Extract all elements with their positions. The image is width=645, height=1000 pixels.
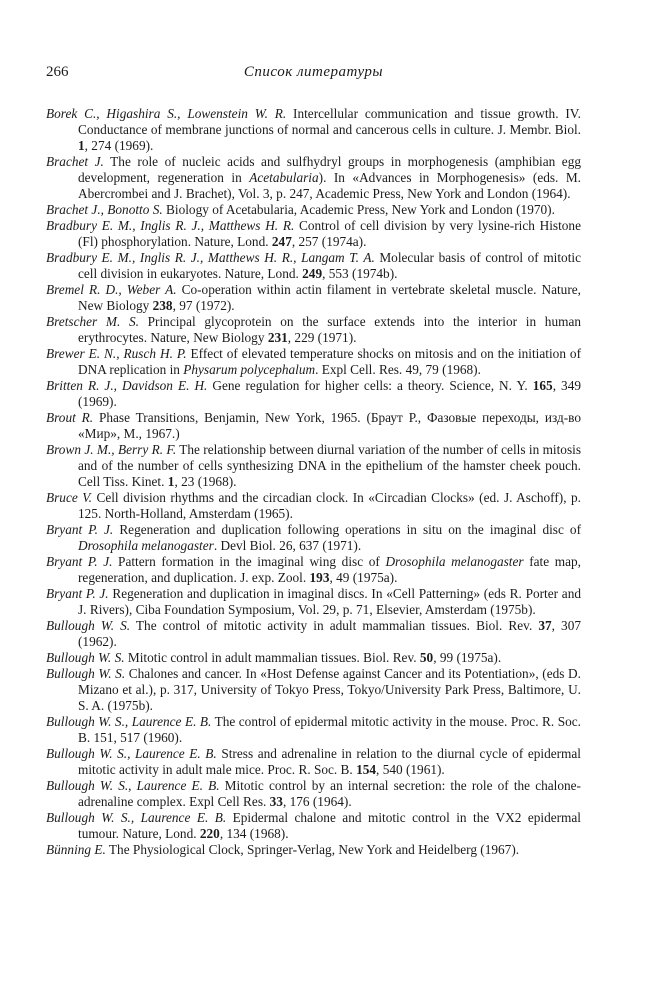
reference-volume: 33: [269, 794, 283, 809]
reference-text: Stress and adrenaline in relation to the diurnal cycle of epidermal mitotic activity in adult male mice. Proc. R. Soc. B.: [78, 746, 581, 777]
reference-volume: 220: [199, 826, 220, 841]
reference-entry: [46, 554, 581, 586]
reference-text: Phase Transitions, Benjamin, New York, 1965. (Браут Р., Фазовые переходы, изд-во «Мир», М., 1967.): [78, 410, 581, 441]
reference-volume: 50: [419, 650, 434, 665]
reference-volume: 231: [267, 330, 288, 345]
reference-volume: 1: [78, 138, 85, 153]
reference-text: Cell division rhythms and the circadian clock. In «Circadian Clocks» (ed. J. Aschoff), p. 125. North-Holland, Amsterdam (1965).: [78, 490, 581, 521]
reference-text: , 176 (1964).: [282, 794, 352, 809]
reference-text: Regeneration and duplication in imaginal discs. In «Cell Patterning» (eds R. Porter and J. Rivers), Ciba Foundation Symposium, Vol. 29, p. 71, Elsevier, Amsterdam (1975b).: [78, 586, 582, 617]
reference-text: Mitotic control in adult mammalian tissues. Biol. Rev.: [124, 650, 420, 665]
reference-authors: Bryant P. J.: [46, 586, 109, 601]
reference-text: Intercellular communication and tissue growth. IV. Conductance of membrane junctions of normal and cancerous cells in culture. J. Membr. Biol.: [78, 106, 581, 137]
reference-authors: Brachet J.: [46, 154, 104, 169]
reference-authors: Bünning E.: [46, 842, 106, 857]
reference-text: The relationship between diurnal variation of the number of cells in mitosis and of the number of cells synthesizing DNA in the epithelium of the hamster cheek pouch. Cell Tiss. Kinet.: [78, 442, 581, 489]
reference-entry: [46, 154, 581, 202]
reference-text: , 257 (1974a).: [291, 234, 367, 249]
reference-text: Biology of Acetabularia, Academic Press, New York and London (1970).: [162, 202, 555, 217]
reference-text: Chalones and cancer. In «Host Defense against Cancer and its Potentiation», (eds D. Mizano et al.), p. 317, University of Tokyo Press, Tokyo/University Park Press, Baltimore, U. S. A. (1975b).: [78, 666, 581, 713]
reference-italic-title: Drosophila melanogaster: [78, 538, 214, 553]
reference-text: , 134 (1968).: [219, 826, 289, 841]
reference-entry: [46, 778, 581, 810]
reference-entry: [46, 746, 581, 778]
reference-authors: Bryant P. J.: [46, 522, 114, 537]
reference-entry: [46, 314, 581, 346]
reference-entry: [46, 522, 581, 554]
reference-entry: [46, 346, 581, 378]
reference-text: . Expl Cell. Res. 49, 79 (1968).: [315, 362, 481, 377]
reference-text: The Physiological Clock, Springer-Verlag, New York and Heidelberg (1967).: [105, 842, 520, 857]
reference-entry: [46, 666, 581, 714]
reference-entry: [46, 810, 581, 842]
reference-entry: [46, 218, 581, 250]
reference-volume: 1: [167, 474, 175, 489]
reference-entry: [46, 282, 581, 314]
reference-text: Effect of elevated temperature shocks on mitosis and on the initiation of DNA replication in: [78, 346, 582, 377]
reference-text: Pattern formation in the imaginal wing disc of: [112, 554, 386, 569]
page-number: 266: [46, 64, 69, 80]
reference-authors: Bruce V.: [46, 490, 92, 505]
reference-authors: Bullough W. S., Laurence E. B.: [46, 810, 227, 825]
reference-text: . Devl Biol. 26, 637 (1971).: [213, 538, 362, 553]
reference-entry: [46, 378, 581, 410]
reference-authors: Bretscher M. S.: [46, 314, 139, 329]
reference-text: , 307 (1962).: [78, 618, 582, 649]
reference-text: Molecular basis of control of mitotic cell division in eukaryotes. Nature, Lond.: [78, 250, 581, 281]
reference-entry: [46, 586, 581, 618]
reference-text: , 274 (1969).: [84, 138, 154, 153]
reference-authors: Borek C., Higashira S., Lowenstein W. R.: [46, 106, 287, 121]
reference-list: [46, 106, 581, 858]
reference-volume: 193: [309, 570, 330, 585]
reference-authors: Bradbury E. M., Inglis R. J., Matthews H. R., Langam T. A.: [46, 250, 375, 265]
running-title: Список литературы: [243, 64, 384, 80]
reference-authors: Brachet J., Bonotto S.: [46, 202, 163, 217]
reference-text: Gene regulation for higher cells: a theory. Science, N. Y.: [207, 378, 533, 393]
reference-authors: Brout R.: [46, 410, 94, 425]
reference-text: , 99 (1975a).: [433, 650, 502, 665]
reference-text: , 349 (1969).: [78, 378, 581, 409]
reference-authors: Brewer E. N., Rusch H. P.: [46, 346, 187, 361]
reference-volume: 165: [532, 378, 553, 393]
reference-text: The control of mitotic activity in adult mammalian tissues. Biol. Rev.: [130, 618, 539, 633]
reference-text: Epidermal chalone and mitotic control in the VX2 epidermal tumour. Nature, Lond.: [78, 810, 581, 841]
reference-text: , 540 (1961).: [376, 762, 445, 777]
reference-text: The role of nucleic acids and sulfhydryl groups in morphogenesis (amphibian egg development, regeneration in: [78, 154, 581, 185]
reference-entry: [46, 410, 581, 442]
reference-authors: Bullough W. S.: [46, 666, 126, 681]
reference-entry: [46, 490, 581, 522]
reference-authors: Bradbury E. M., Inglis R. J., Matthews H. R.: [46, 218, 295, 233]
reference-entry: [46, 618, 581, 650]
reference-text: , 229 (1971).: [287, 330, 357, 345]
reference-italic-title: Acetabularia: [249, 170, 319, 185]
reference-text: The control of epidermal mitotic activity in the mouse. Proc. R. Soc. B. 151, 517 (1960).: [78, 714, 581, 745]
reference-entry: [46, 650, 581, 666]
reference-italic-title: Drosophila melanogaster: [385, 554, 524, 569]
reference-text: , 23 (1968).: [174, 474, 237, 489]
reference-text: Mitotic control by an internal secretion: the role of the chalone-adrenaline complex. Expl Cell Res.: [78, 778, 581, 809]
reference-text: Control of cell division by very lysine-rich Histone (Fl) phosphorylation. Nature, Lond.: [78, 218, 581, 249]
reference-text: , 49 (1975a).: [329, 570, 398, 585]
page-header: [46, 64, 581, 86]
reference-authors: Bullough W. S., Laurence E. B.: [46, 714, 212, 729]
reference-authors: Bremel R. D., Weber A.: [46, 282, 177, 297]
reference-authors: Bullough W. S.: [46, 650, 125, 665]
reference-entry: [46, 442, 581, 490]
reference-text: Regeneration and duplication following operations in situ on the imaginal disc of: [113, 522, 582, 537]
reference-text: fate map, regeneration, and duplication. J. exp. Zool.: [78, 554, 581, 585]
reference-authors: Brown J. M., Berry R. F.: [46, 442, 177, 457]
reference-text: Principal glycoprotein on the surface extends into the interior in human erythrocytes. Nature, New Biology: [78, 314, 581, 345]
reference-authors: Bullough W. S.: [46, 618, 131, 633]
reference-text: , 553 (1974b).: [322, 266, 398, 281]
reference-entry: [46, 106, 581, 154]
reference-entry: [46, 842, 581, 858]
reference-entry: [46, 714, 581, 746]
reference-authors: Bryant P. J.: [46, 554, 113, 569]
reference-text: Co-operation within actin filament in vertebrate skeletal muscle. Nature, New Biology: [78, 282, 581, 313]
reference-volume: 238: [152, 298, 173, 313]
reference-authors: Bullough W. S., Laurence E. B.: [46, 778, 220, 793]
reference-entry: [46, 250, 581, 282]
reference-volume: 249: [302, 266, 323, 281]
reference-text: , 97 (1972).: [172, 298, 235, 313]
reference-volume: 154: [356, 762, 377, 777]
reference-volume: 37: [538, 618, 552, 633]
reference-text: ). In «Advances in Morphogenesis» (eds. M. Abercrombei and J. Brachet), Vol. 3, p. 247, Academic Press, New York and London (1964).: [78, 170, 581, 201]
reference-entry: [46, 202, 581, 218]
reference-italic-title: Physarum polycephalum: [183, 362, 316, 377]
reference-authors: Britten R. J., Davidson E. H.: [46, 378, 208, 393]
reference-volume: 247: [271, 234, 292, 249]
reference-authors: Bullough W. S., Laurence E. B.: [46, 746, 217, 761]
